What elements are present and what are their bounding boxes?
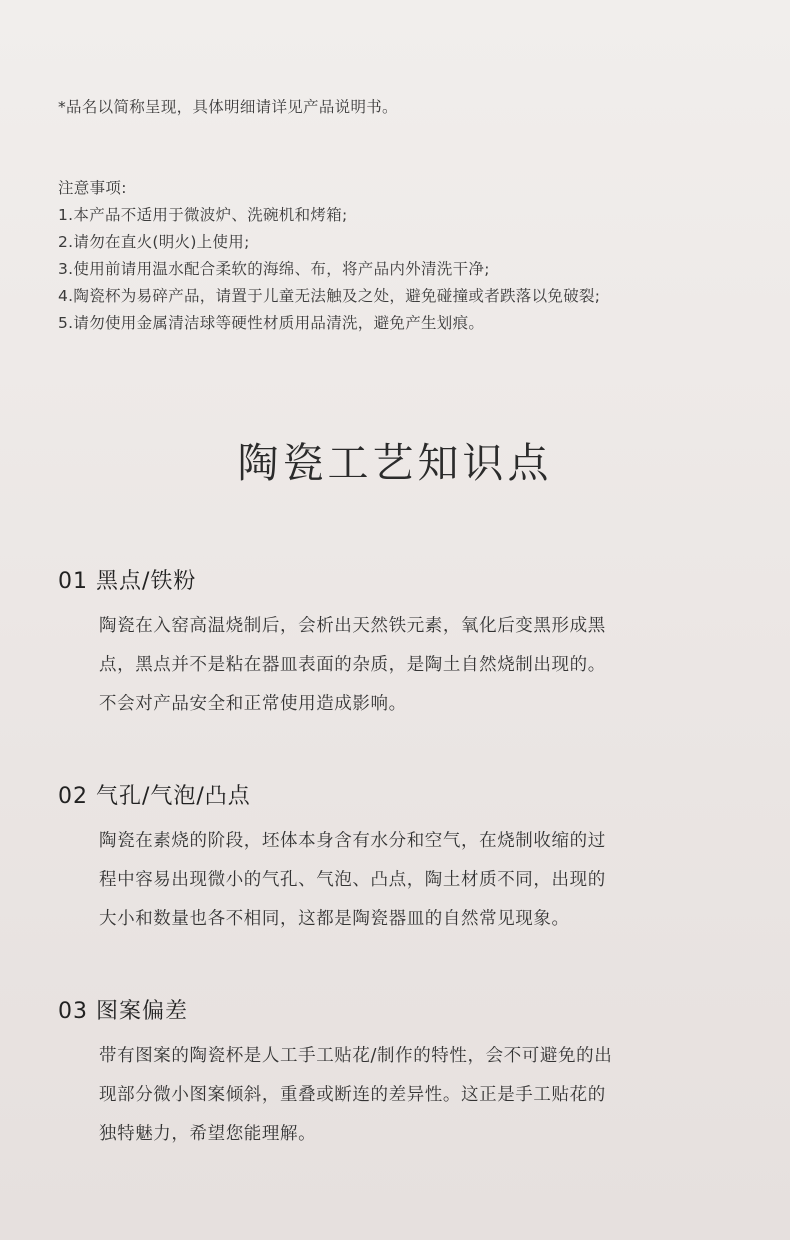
point-body-02 — [99, 822, 606, 939]
notice-item: 2.请勿在直火(明火)上使用; — [58, 233, 250, 251]
notice-section — [58, 175, 600, 337]
point-heading-01: 01 黑点/铁粉 — [58, 569, 197, 594]
point-body-01 — [99, 607, 606, 724]
point-heading-03: 03 图案偏差 — [58, 999, 188, 1024]
point-line: 现部分微小图案倾斜，重叠或断连的差异性。这正是手工贴花的 — [99, 1085, 606, 1105]
notice-item: 3.使用前请用温水配合柔软的海绵、布，将产品内外清洗干净; — [58, 260, 490, 278]
point-line: 带有图案的陶瓷杯是人工手工贴花/制作的特性，会不可避免的出 — [99, 1046, 613, 1066]
section-title: 陶瓷工艺知识点 — [237, 439, 553, 487]
footnote: *品名以简称呈现，具体明细请详见产品说明书。 — [58, 98, 398, 116]
point-heading-02: 02 气孔/气泡/凸点 — [58, 784, 251, 809]
point-line: 独特魅力，希望您能理解。 — [99, 1124, 317, 1144]
point-line: 不会对产品安全和正常使用造成影响。 — [99, 694, 407, 714]
notice-item: 4.陶瓷杯为易碎产品，请置于儿童无法触及之处，避免碰撞或者跌落以免破裂; — [58, 287, 601, 305]
point-line: 陶瓷在素烧的阶段，坯体本身含有水分和空气，在烧制收缩的过 — [99, 831, 606, 851]
notice-item: 1.本产品不适用于微波炉、洗碗机和烤箱; — [58, 206, 348, 224]
notice-title: 注意事项: — [58, 179, 127, 197]
point-line: 陶瓷在入窑高温烧制后，会析出天然铁元素，氧化后变黑形成黑 — [99, 616, 606, 636]
notice-item: 5.请勿使用金属清洁球等硬性材质用品清洗，避免产生划痕。 — [58, 314, 485, 332]
point-line: 大小和数量也各不相同，这都是陶瓷器皿的自然常见现象。 — [99, 909, 570, 929]
point-line: 点，黑点并不是粘在器皿表面的杂质，是陶土自然烧制出现的。 — [99, 655, 606, 675]
point-line: 程中容易出现微小的气孔、气泡、凸点，陶土材质不同，出现的 — [99, 870, 606, 890]
point-body-03 — [99, 1037, 612, 1154]
